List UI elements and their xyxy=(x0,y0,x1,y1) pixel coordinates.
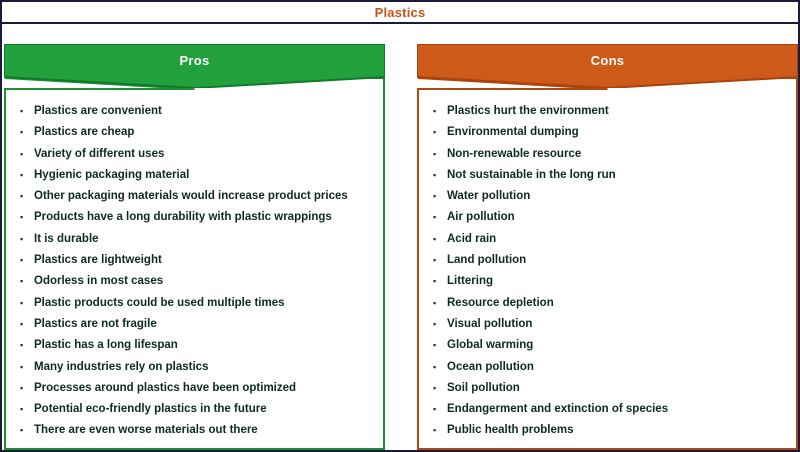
list-item-label: Endangerment and extinction of species xyxy=(447,403,669,416)
list-item xyxy=(429,335,788,356)
list-item xyxy=(429,314,788,335)
bullet-icon: ▪ xyxy=(20,276,24,287)
list-item xyxy=(429,357,788,378)
list-item-label: Plastics are not fragile xyxy=(34,317,157,330)
list-item-label: Many industries rely on plastics xyxy=(34,360,209,373)
list-item xyxy=(16,250,375,271)
list-item-label: Public health problems xyxy=(447,424,574,437)
list-item xyxy=(429,186,788,207)
list-item xyxy=(16,293,375,314)
bullet-icon: ▪ xyxy=(20,361,24,372)
list-item-label: Global warming xyxy=(447,339,534,352)
list-item xyxy=(16,378,375,399)
list-item xyxy=(16,314,375,335)
bullet-icon: ▪ xyxy=(20,382,24,393)
list-item-label: Non-renewable resource xyxy=(447,147,582,160)
list-item-label: Plastics are lightweight xyxy=(34,254,162,267)
list-item-label: Environmental dumping xyxy=(447,126,579,139)
bullet-icon: ▪ xyxy=(433,318,437,329)
list-item-label: Resource depletion xyxy=(447,296,554,309)
bullet-icon: ▪ xyxy=(433,297,437,308)
list-item-label: Plastics hurt the environment xyxy=(447,105,609,117)
list-item xyxy=(16,229,375,250)
bullet-icon: ▪ xyxy=(20,425,24,436)
column-body-pros xyxy=(4,77,385,450)
bullet-icon: ▪ xyxy=(433,382,437,393)
bullet-icon: ▪ xyxy=(20,169,24,180)
list-item-label: Land pollution xyxy=(447,254,527,267)
bullet-icon: ▪ xyxy=(433,191,437,202)
bullet-icon: ▪ xyxy=(433,233,437,244)
page-title: Plastics xyxy=(374,4,426,20)
list-item xyxy=(16,165,375,186)
list-item-label: It is durable xyxy=(34,232,99,245)
list-item xyxy=(429,399,788,420)
bullet-icon: ▪ xyxy=(433,340,437,351)
list-item-label: Acid rain xyxy=(447,232,497,245)
bullet-icon: ▪ xyxy=(433,169,437,180)
column-header-label-pros: Pros xyxy=(179,53,210,68)
list-item xyxy=(16,399,375,420)
list-item-label: Processes around plastics have been optimized xyxy=(34,381,297,394)
list-item xyxy=(16,271,375,292)
bullet-icon: ▪ xyxy=(433,127,437,138)
list-item xyxy=(429,229,788,250)
bullet-icon: ▪ xyxy=(20,318,24,329)
bullet-icon: ▪ xyxy=(20,233,24,244)
column-cons xyxy=(417,44,798,450)
list-item xyxy=(429,420,788,441)
bullet-icon: ▪ xyxy=(433,361,437,372)
diagram-title-bar xyxy=(2,2,798,24)
bullet-icon: ▪ xyxy=(20,340,24,351)
list-item-label: There are even worse materials out there xyxy=(34,424,258,437)
bullet-icon: ▪ xyxy=(433,276,437,287)
list-item-label: Other packaging materials would increase product prices xyxy=(34,190,348,203)
list-item-label: Not sustainable in the long run xyxy=(447,168,616,181)
list-item xyxy=(429,165,788,186)
bullet-icon: ▪ xyxy=(20,127,24,138)
column-header-cons xyxy=(417,44,798,77)
list-item-label: Plastic products could be used multiple times xyxy=(34,296,285,309)
list-item xyxy=(429,144,788,165)
list-item xyxy=(429,250,788,271)
list-item xyxy=(16,122,375,143)
bullet-icon: ▪ xyxy=(20,404,24,415)
list-item xyxy=(16,186,375,207)
column-pros xyxy=(4,44,385,450)
list-item-label: Water pollution xyxy=(447,190,531,203)
list-item-label: Potential eco-friendly plastics in the future xyxy=(34,403,267,416)
list-item-label: Air pollution xyxy=(447,211,515,224)
list-item xyxy=(429,207,788,228)
list-item-label: Ocean pollution xyxy=(447,360,534,373)
bullet-icon: ▪ xyxy=(433,212,437,223)
list-item-label: Hygienic packaging material xyxy=(34,168,190,181)
bullet-icon: ▪ xyxy=(20,148,24,159)
list-item xyxy=(429,122,788,143)
column-header-pros xyxy=(4,44,385,77)
list-item xyxy=(429,378,788,399)
bullet-icon: ▪ xyxy=(433,404,437,415)
list-item-label: Odorless in most cases xyxy=(34,275,164,288)
list-item-label: Visual pollution xyxy=(447,317,533,330)
list-item-label: Products have a long durability with plastic wrappings xyxy=(34,211,332,224)
bullet-icon: ▪ xyxy=(20,106,24,116)
bullet-icon: ▪ xyxy=(433,106,437,116)
bullet-icon: ▪ xyxy=(20,297,24,308)
bullet-icon: ▪ xyxy=(433,425,437,436)
bullet-icon: ▪ xyxy=(433,148,437,159)
list-item xyxy=(16,101,375,122)
list-item xyxy=(16,420,375,441)
bullet-icon: ▪ xyxy=(20,191,24,202)
list-item-label: Littering xyxy=(447,275,493,288)
column-header-label-cons: Cons xyxy=(590,53,625,68)
column-body-cons xyxy=(417,77,798,450)
list-item xyxy=(429,101,788,122)
list-item-label: Soil pollution xyxy=(447,381,520,394)
list-item xyxy=(429,293,788,314)
list-item xyxy=(16,207,375,228)
list-item-label: Plastic has a long lifespan xyxy=(34,339,178,352)
pros-list xyxy=(4,77,385,442)
list-item-label: Variety of different uses xyxy=(34,147,165,160)
list-item xyxy=(429,271,788,292)
bullet-icon: ▪ xyxy=(20,255,24,266)
list-item xyxy=(16,357,375,378)
list-item xyxy=(16,144,375,165)
list-item-label: Plastics are convenient xyxy=(34,105,162,117)
bullet-icon: ▪ xyxy=(20,212,24,223)
list-item-label: Plastics are cheap xyxy=(34,126,135,139)
cons-list xyxy=(417,77,798,442)
bullet-icon: ▪ xyxy=(433,255,437,266)
list-item xyxy=(16,335,375,356)
